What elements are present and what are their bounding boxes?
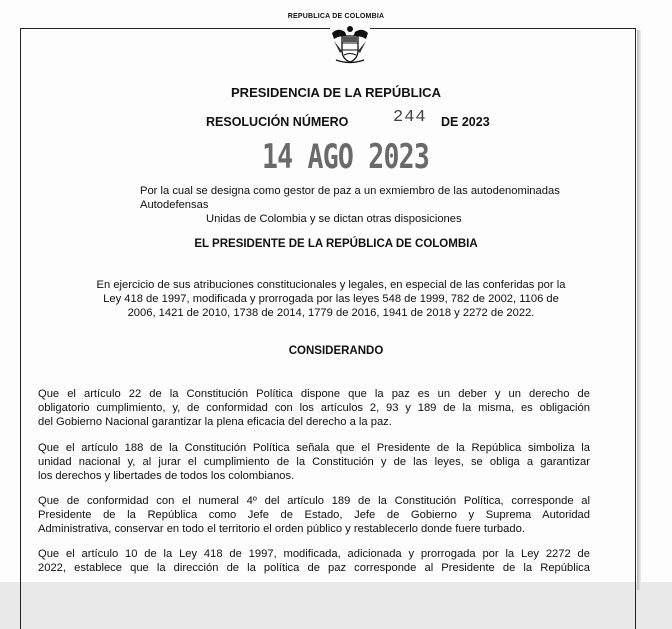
considerando-paragraph xyxy=(38,547,590,575)
date-stamp: 14 AGO 2023 xyxy=(262,137,430,177)
resolution-subject xyxy=(140,184,600,226)
powers-line: Ley 418 de 1997, modificada y prorrogada por las leyes 548 de 1999, 782 de 2002, 1106 de xyxy=(103,293,559,305)
paragraph-line: Que el artículo 22 de la Constitución Política dispone que la paz es un deber y un derecho de xyxy=(38,388,590,400)
paragraph-line: obligatorio cumplimiento, y, de conformidad con los artículos 2, 93 y 189 de la misma, es obligación xyxy=(38,402,590,415)
powers-line: En ejercicio de sus atribuciones constitucionales y legales, en especial de las conferidas por la xyxy=(96,279,566,291)
office-title: PRESIDENCIA DE LA REPÚBLICA xyxy=(231,85,441,100)
subject-line: Unidas de Colombia y se dictan otras disposiciones xyxy=(206,213,462,225)
paragraph-line: 2022, establece que la dirección de la política de paz corresponde al Presidente de la República xyxy=(38,562,590,575)
paragraph-line: los derechos y libertades de todos los colombianos. xyxy=(38,470,295,483)
authority-heading: EL PRESIDENTE DE LA REPÚBLICA DE COLOMBIA xyxy=(194,238,478,250)
paragraph-line: unidad nacional y, al jurar el cumplimiento de la Constitución y de las leyes, se obliga a garantizar xyxy=(38,456,590,469)
powers-clause xyxy=(93,278,569,320)
paragraph-line: Que de conformidad con el numeral 4º del artículo 189 de la Constitución Política, corresponde al xyxy=(38,495,590,507)
considerando-paragraph xyxy=(38,494,590,537)
paragraph-line: Que el artículo 188 de la Constitución Política señala que el Presidente de la República simboliza la xyxy=(38,442,590,454)
considerando-paragraph xyxy=(38,387,590,430)
paragraph-line: Que el artículo 10 de la Ley 418 de 1997, modificada, adicionada y prorrogada por la Ley 2272 de xyxy=(38,548,590,560)
resolution-year: DE 2023 xyxy=(441,115,490,129)
subject-line: Por la cual se designa como gestor de paz a un exmiembro de las autodenominadas Autodefensas xyxy=(140,185,560,211)
considerando-heading: CONSIDERANDO xyxy=(288,345,384,357)
paragraph-line: Presidente de la República como Jefe de Estado, Jefe de Gobierno y Suprema Autoridad xyxy=(38,509,590,522)
considerando-paragraph xyxy=(38,441,590,484)
colombia-coat-of-arms-icon xyxy=(330,23,370,65)
resolution-number-row xyxy=(0,108,672,130)
resolution-label: RESOLUCIÓN NÚMERO xyxy=(206,115,349,129)
paragraph-line: Administrativa, conservar en todo el territorio el orden público y restablecerlo donde fuere turbado. xyxy=(38,523,525,536)
paragraph-line: del Gobierno Nacional garantizar la plena eficacia del derecho a la paz. xyxy=(38,416,392,429)
powers-line: 2006, 1421 de 2010, 1738 de 2014, 1779 de 2016, 1941 de 2018 y 2272 de 2022. xyxy=(127,307,535,319)
resolution-number: 244 xyxy=(393,108,427,127)
republic-label: REPUBLICA DE COLOMBIA xyxy=(287,13,385,20)
